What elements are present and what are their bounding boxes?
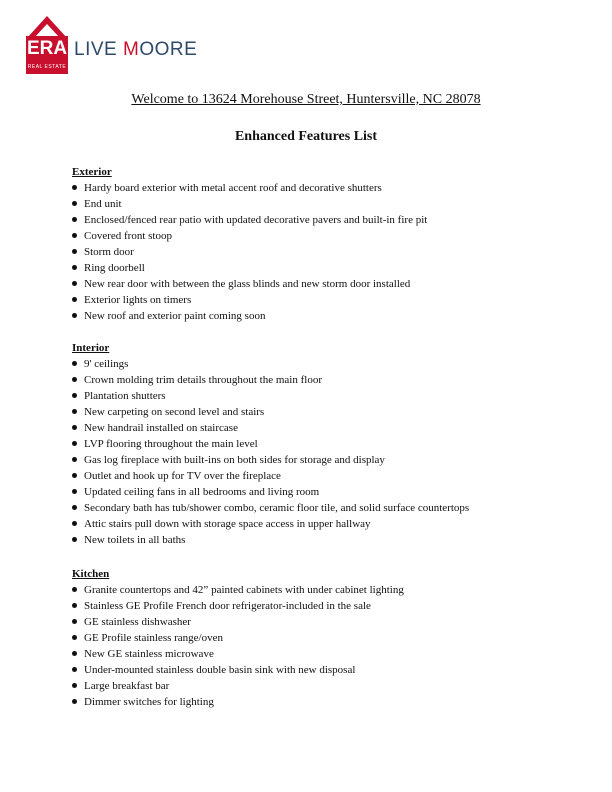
list-item-text: Ring doorbell: [84, 262, 145, 274]
bullet-icon: [72, 361, 77, 366]
bullet-icon: [72, 473, 77, 478]
list-item: [72, 196, 542, 212]
bullet-icon: [72, 425, 77, 430]
section-heading-exterior: Exterior: [72, 166, 112, 178]
list-item-text: New handrail installed on staircase: [84, 422, 238, 434]
bullet-icon: [72, 457, 77, 462]
list-item-text: Outlet and hook up for TV over the fireplace: [84, 470, 281, 482]
section-kitchen: [72, 566, 542, 710]
list-item-text: End unit: [84, 198, 122, 210]
list-item: [72, 582, 542, 598]
list-item: [72, 212, 542, 228]
era-logo-text: ERA: [26, 38, 68, 59]
list-item-text: New toilets in all baths: [84, 534, 186, 546]
list-item-text: Plantation shutters: [84, 390, 166, 402]
list-item: [72, 292, 542, 308]
list-item-text: Secondary bath has tub/shower combo, ceramic floor tile, and solid surface countertops: [84, 502, 470, 514]
list-item-text: Updated ceiling fans in all bedrooms and living room: [84, 486, 320, 498]
list-item-text: New GE stainless microwave: [84, 648, 214, 660]
brand-name-part3: OORE: [139, 39, 198, 60]
list-item: [72, 630, 542, 646]
list-item-text: Covered front stoop: [84, 230, 172, 242]
list-item: [72, 694, 542, 710]
brand-name: [74, 39, 197, 61]
bullet-icon: [72, 699, 77, 704]
list-item: [72, 484, 542, 500]
list-item: [72, 372, 542, 388]
list-item-text: GE stainless dishwasher: [84, 616, 191, 628]
list-item: [72, 388, 542, 404]
list-item-text: Enclosed/fenced rear patio with updated decorative pavers and built-in fire pit: [84, 214, 428, 226]
feature-list-exterior: [72, 180, 542, 324]
list-item-text: Crown molding trim details throughout the main floor: [84, 374, 322, 386]
list-item: [72, 420, 542, 436]
section-exterior: [72, 164, 542, 324]
list-item: [72, 516, 542, 532]
bullet-icon: [72, 683, 77, 688]
bullet-icon: [72, 217, 77, 222]
list-item: [72, 646, 542, 662]
bullet-icon: [72, 409, 77, 414]
list-item-text: New carpeting on second level and stairs: [84, 406, 265, 418]
bullet-icon: [72, 281, 77, 286]
list-item-text: Stainless GE Profile French door refrigerator-included in the sale: [84, 600, 371, 612]
bullet-icon: [72, 619, 77, 624]
list-item: [72, 662, 542, 678]
bullet-icon: [72, 185, 77, 190]
bullet-icon: [72, 489, 77, 494]
list-item-text: Gas log fireplace with built-ins on both sides for storage and display: [84, 454, 385, 466]
era-badge: [26, 36, 68, 74]
list-item-text: New roof and exterior paint coming soon: [84, 310, 266, 322]
era-logo-subtext: REAL ESTATE: [27, 64, 67, 70]
company-logo: [24, 12, 204, 70]
list-item-text: Dimmer switches for lighting: [84, 696, 214, 708]
list-item: [72, 614, 542, 630]
feature-list-interior: [72, 356, 542, 548]
bullet-icon: [72, 441, 77, 446]
list-item: [72, 260, 542, 276]
bullet-icon: [72, 313, 77, 318]
bullet-icon: [72, 201, 77, 206]
list-item: [72, 532, 542, 548]
list-item-text: Hardy board exterior with metal accent roof and decorative shutters: [84, 182, 382, 194]
bullet-icon: [72, 635, 77, 640]
list-item: [72, 500, 542, 516]
list-item-text: 9' ceilings: [84, 358, 129, 370]
list-item-text: New rear door with between the glass blinds and new storm door installed: [84, 278, 411, 290]
page-title: Welcome to 13624 Morehouse Street, Huntersville, NC 28078: [131, 92, 481, 107]
bullet-icon: [72, 521, 77, 526]
brand-name-part1: LIVE: [74, 39, 123, 60]
list-item: [72, 436, 542, 452]
section-heading-interior: Interior: [72, 342, 110, 354]
list-item: [72, 404, 542, 420]
section-heading-kitchen: Kitchen: [72, 568, 110, 580]
list-item-text: Large breakfast bar: [84, 680, 170, 692]
section-interior: [72, 340, 542, 548]
list-item: [72, 356, 542, 372]
bullet-icon: [72, 249, 77, 254]
feature-list-kitchen: [72, 582, 542, 710]
bullet-icon: [72, 505, 77, 510]
list-item-text: Granite countertops and 42” painted cabinets with under cabinet lighting: [84, 584, 404, 596]
list-item-text: LVP flooring throughout the main level: [84, 438, 258, 450]
list-item: [72, 244, 542, 260]
brand-name-accent: M: [122, 39, 140, 60]
list-item: [72, 598, 542, 614]
list-item: [72, 308, 542, 324]
list-item-text: Under-mounted stainless double basin sink with new disposal: [84, 664, 356, 676]
bullet-icon: [72, 233, 77, 238]
bullet-icon: [72, 603, 77, 608]
list-item: [72, 180, 542, 196]
bullet-icon: [72, 265, 77, 270]
bullet-icon: [72, 393, 77, 398]
list-item: [72, 276, 542, 292]
list-item: [72, 452, 542, 468]
list-item-text: GE Profile stainless range/oven: [84, 632, 223, 644]
list-item-text: Exterior lights on timers: [84, 294, 192, 306]
list-item: [72, 228, 542, 244]
list-item: [72, 468, 542, 484]
bullet-icon: [72, 667, 77, 672]
list-item-text: Storm door: [84, 246, 134, 258]
bullet-icon: [72, 377, 77, 382]
bullet-icon: [72, 297, 77, 302]
list-item-text: Attic stairs pull down with storage space access in upper hallway: [84, 518, 371, 530]
bullet-icon: [72, 651, 77, 656]
bullet-icon: [72, 587, 77, 592]
page-subtitle: Enhanced Features List: [234, 129, 378, 144]
bullet-icon: [72, 537, 77, 542]
list-item: [72, 678, 542, 694]
